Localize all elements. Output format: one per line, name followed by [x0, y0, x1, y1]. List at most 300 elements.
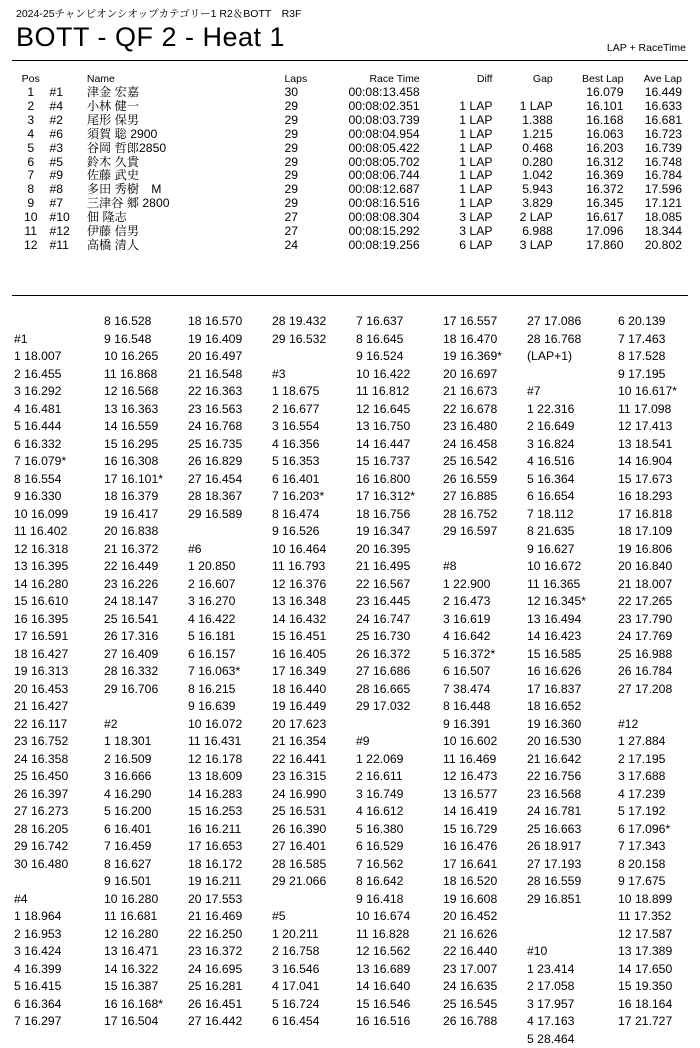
- lap-entry: 5 16.200: [104, 803, 188, 821]
- cell-gap: [492, 86, 552, 100]
- lap-entry: 15 16.729: [443, 821, 527, 839]
- lap-section-heading: #5: [272, 908, 356, 926]
- lap-entry: 2 16.611: [356, 768, 440, 786]
- lap-entry: 22 16.441: [272, 751, 356, 769]
- cell-ave-lap: 16.449: [623, 86, 688, 100]
- cell-driver-name: 小林 健一: [87, 100, 285, 114]
- cell-race-time: 00:08:05.702: [316, 156, 420, 170]
- lap-entry: 5 17.192: [618, 803, 700, 821]
- lap-entry: 8 16.474: [272, 506, 356, 524]
- lap-entry: 20 16.697: [443, 366, 527, 384]
- lap-entry: 13 16.471: [104, 943, 188, 961]
- cell-race-time: 00:08:16.516: [316, 197, 420, 211]
- lap-entry: 23 16.226: [104, 576, 188, 594]
- lap-entry: 9 16.330: [14, 488, 98, 506]
- cell-diff: 1 LAP: [420, 197, 493, 211]
- cell-diff: 3 LAP: [420, 211, 493, 225]
- cell-gap: 1.215: [492, 128, 552, 142]
- cell-ave-lap: 16.681: [623, 114, 688, 128]
- lap-entry: 29 16.597: [443, 523, 527, 541]
- lap-entry: 21 16.354: [272, 733, 356, 751]
- lap-entry: 5 28.464: [527, 1031, 611, 1048]
- lap-section-heading: #9: [356, 733, 440, 751]
- lap-entry: 25 16.663: [527, 821, 611, 839]
- cell-gap: 2 LAP: [492, 211, 552, 225]
- cell-best-lap: 17.096: [553, 225, 624, 239]
- lap-entry: 5 16.353: [272, 453, 356, 471]
- cell-laps: 29: [284, 100, 315, 114]
- lap-entry: 19 16.449: [272, 698, 356, 716]
- lap-entry: 9 16.418: [356, 891, 440, 909]
- lap-entry: 22 16.440: [443, 943, 527, 961]
- lap-entry: 9 16.548: [104, 331, 188, 349]
- lap-entry: 21 16.495: [356, 558, 440, 576]
- lap-entry: 23 16.752: [14, 733, 98, 751]
- lap-entry: 4 16.516: [527, 453, 611, 471]
- cell-best-lap: 16.203: [553, 142, 624, 156]
- lap-entry: 12 16.178: [188, 751, 272, 769]
- lap-entry: 14 16.447: [356, 436, 440, 454]
- lap-entry: 25 16.281: [188, 978, 272, 996]
- cell-ave-lap: 16.723: [623, 128, 688, 142]
- table-row: [12, 225, 688, 239]
- lap-entry: 20 16.530: [527, 733, 611, 751]
- cell-diff: 1 LAP: [420, 100, 493, 114]
- header-rule: [12, 60, 688, 61]
- lap-entry: 20 16.840: [618, 558, 700, 576]
- lap-entry: 14 16.423: [527, 628, 611, 646]
- lap-entry: 20 16.838: [104, 523, 188, 541]
- cell-car-number: #10: [49, 211, 86, 225]
- lap-entry: 27 16.401: [272, 838, 356, 856]
- lap-entry: 7 16.297: [14, 1013, 98, 1031]
- lap-entry: 15 16.610: [14, 593, 98, 611]
- cell-driver-name: 三津谷 郷 2800: [87, 197, 285, 211]
- cell-pos: 9: [12, 197, 49, 211]
- lap-entry: 27 16.409: [104, 646, 188, 664]
- lap-entry: 4 16.612: [356, 803, 440, 821]
- lap-entry: 29 16.589: [188, 506, 272, 524]
- lap-entry: 22 16.117: [14, 716, 98, 734]
- lap-entry: 9 16.501: [104, 873, 188, 891]
- lap-entry: 27 16.273: [14, 803, 98, 821]
- lap-entry: 25 16.531: [272, 803, 356, 821]
- lap-entry: 18 16.756: [356, 506, 440, 524]
- lap-entry: 22 16.449: [104, 558, 188, 576]
- lap-entry: 20 16.497: [188, 348, 272, 366]
- page-title: BOTT - QF 2 - Heat 1: [16, 22, 285, 53]
- lap-entry: 27 16.885: [443, 488, 527, 506]
- lap-entry: 29 17.032: [356, 698, 440, 716]
- col-gap: Gap: [492, 71, 552, 86]
- lap-entry: 11 16.431: [188, 733, 272, 751]
- cell-ave-lap: 16.784: [623, 169, 688, 183]
- lap-entry: [14, 873, 98, 891]
- lap-entry: 26 16.390: [272, 821, 356, 839]
- cell-laps: 29: [284, 128, 315, 142]
- lap-entry: 13 16.689: [356, 961, 440, 979]
- lap-entry: 10 16.280: [104, 891, 188, 909]
- lap-entry: [527, 908, 611, 926]
- lap-entry: 14 16.559: [104, 418, 188, 436]
- lap-entry: 6 16.157: [188, 646, 272, 664]
- lap-entry: 2 17.195: [618, 751, 700, 769]
- cell-ave-lap: 16.633: [623, 100, 688, 114]
- cell-driver-name: 多田 秀樹 M: [87, 183, 285, 197]
- lap-entry: 29 16.742: [14, 838, 98, 856]
- lap-entry: 4 17.041: [272, 978, 356, 996]
- lap-entry: 8 21.635: [527, 523, 611, 541]
- lap-entry: 12 17.587: [618, 926, 700, 944]
- lap-entry: 7 16.459: [104, 838, 188, 856]
- col-laps: Laps: [284, 71, 315, 86]
- cell-laps: 29: [284, 114, 315, 128]
- cell-best-lap: 16.372: [553, 183, 624, 197]
- cell-diff: 3 LAP: [420, 225, 493, 239]
- cell-best-lap: 16.079: [553, 86, 624, 100]
- lap-entry: 3 16.749: [356, 786, 440, 804]
- lap-entry: 12 16.280: [104, 926, 188, 944]
- cell-driver-name: 伊藤 信男: [87, 225, 285, 239]
- lap-entry: 16 16.626: [527, 663, 611, 681]
- lap-entry: 19 16.360: [527, 716, 611, 734]
- lap-entry: [527, 366, 611, 384]
- lap-entry: 25 16.541: [104, 611, 188, 629]
- lap-entry: 24 16.990: [272, 786, 356, 804]
- cell-pos: 3: [12, 114, 49, 128]
- lap-entry: 5 16.372*: [443, 646, 527, 664]
- lap-entry: 28 16.332: [104, 663, 188, 681]
- lap-entry: 23 17.790: [618, 611, 700, 629]
- lap-entry: 12 16.562: [356, 943, 440, 961]
- lap-entry: 21 16.673: [443, 383, 527, 401]
- lap-entry: 16 16.308: [104, 453, 188, 471]
- cell-ave-lap: 18.344: [623, 225, 688, 239]
- cell-best-lap: 17.860: [553, 239, 624, 253]
- lap-entry: 10 16.464: [272, 541, 356, 559]
- cell-laps: 29: [284, 197, 315, 211]
- results-header-row: [12, 71, 688, 86]
- lap-section-heading: #7: [527, 383, 611, 401]
- lap-entry: 6 20.139: [618, 313, 700, 331]
- lap-entry: 10 16.265: [104, 348, 188, 366]
- cell-race-time: 00:08:12.687: [316, 183, 420, 197]
- lap-column: [104, 313, 188, 1031]
- cell-laps: 29: [284, 169, 315, 183]
- lap-entry: 8 16.554: [14, 471, 98, 489]
- cell-diff: 1 LAP: [420, 114, 493, 128]
- lap-entry: 19 16.409: [188, 331, 272, 349]
- cell-car-number: #1: [49, 86, 86, 100]
- lap-entry: 26 17.316: [104, 628, 188, 646]
- col-race-time: Race Time: [316, 71, 420, 86]
- lap-entry: 20 16.395: [356, 541, 440, 559]
- lap-entry: 17 16.101*: [104, 471, 188, 489]
- lap-entry: 14 16.322: [104, 961, 188, 979]
- cell-gap: 3.829: [492, 197, 552, 211]
- lap-entry: 24 18.147: [104, 593, 188, 611]
- lap-entry: 17 16.818: [618, 506, 700, 524]
- table-row: [12, 100, 688, 114]
- lap-entry: 17 16.504: [104, 1013, 188, 1031]
- col-pos: Pos: [12, 71, 49, 86]
- lap-entry: 28 18.367: [188, 488, 272, 506]
- lap-entry: 6 16.507: [443, 663, 527, 681]
- lap-entry: 11 17.098: [618, 401, 700, 419]
- lap-entry: 13 18.609: [188, 768, 272, 786]
- lap-entry: [527, 926, 611, 944]
- lap-entry: 28 16.768: [527, 331, 611, 349]
- lap-entry: 7 17.463: [618, 331, 700, 349]
- cell-ave-lap: 18.085: [623, 211, 688, 225]
- lap-entry: 25 16.542: [443, 453, 527, 471]
- lap-entry: 24 16.781: [527, 803, 611, 821]
- lap-entry: 28 16.752: [443, 506, 527, 524]
- lap-entry: 2 16.509: [104, 751, 188, 769]
- lap-entry: 12 16.318: [14, 541, 98, 559]
- cell-laps: 24: [284, 239, 315, 253]
- lap-entry: 26 16.397: [14, 786, 98, 804]
- lap-entry: 6 17.096*: [618, 821, 700, 839]
- lap-entry: 13 18.541: [618, 436, 700, 454]
- table-row: [12, 239, 688, 253]
- cell-driver-name: 尾形 保男: [87, 114, 285, 128]
- lap-entry: 19 16.347: [356, 523, 440, 541]
- lap-entry: 26 16.372: [356, 646, 440, 664]
- cell-pos: 2: [12, 100, 49, 114]
- cell-gap: 6.988: [492, 225, 552, 239]
- lap-entry: 23 17.007: [443, 961, 527, 979]
- cell-laps: 27: [284, 225, 315, 239]
- lap-entry: 1 22.069: [356, 751, 440, 769]
- lap-entry: 13 16.395: [14, 558, 98, 576]
- lap-entry: [618, 698, 700, 716]
- lap-entry: 27 16.442: [188, 1013, 272, 1031]
- lap-entry: 14 16.640: [356, 978, 440, 996]
- lap-entry: 2 16.473: [443, 593, 527, 611]
- lap-entry: [14, 313, 98, 331]
- lap-entry: 29 16.851: [527, 891, 611, 909]
- lap-entry: 22 16.756: [527, 768, 611, 786]
- cell-best-lap: 16.617: [553, 211, 624, 225]
- lap-entry: 19 16.369*: [443, 348, 527, 366]
- lap-entry: 17 16.312*: [356, 488, 440, 506]
- cell-gap: 1.042: [492, 169, 552, 183]
- cell-car-number: #9: [49, 169, 86, 183]
- lap-entry: 1 22.900: [443, 576, 527, 594]
- cell-driver-name: 佃 隆志: [87, 211, 285, 225]
- lap-entry: 6 16.364: [14, 996, 98, 1014]
- cell-gap: 1 LAP: [492, 100, 552, 114]
- lap-entry: 18 17.109: [618, 523, 700, 541]
- cell-gap: 0.280: [492, 156, 552, 170]
- col-name: Name: [87, 71, 285, 86]
- lap-entry: 3 17.688: [618, 768, 700, 786]
- lap-section-heading: #2: [104, 716, 188, 734]
- lap-entry: 3 17.957: [527, 996, 611, 1014]
- lap-entry: 15 16.295: [104, 436, 188, 454]
- lap-entry: 18 16.470: [443, 331, 527, 349]
- lap-entry: 17 16.349: [272, 663, 356, 681]
- lap-entry: 17 16.641: [443, 856, 527, 874]
- lap-entry: 30 16.480: [14, 856, 98, 874]
- cell-race-time: 00:08:02.351: [316, 100, 420, 114]
- cell-car-number: #3: [49, 142, 86, 156]
- lap-entry: 11 16.793: [272, 558, 356, 576]
- cell-diff: 1 LAP: [420, 156, 493, 170]
- lap-entry: 1 18.301: [104, 733, 188, 751]
- lap-entry: 26 16.788: [443, 1013, 527, 1031]
- results-table: [12, 71, 688, 253]
- lap-entry: 5 16.724: [272, 996, 356, 1014]
- lap-entry: 26 16.451: [188, 996, 272, 1014]
- lap-entry: 7 38.474: [443, 681, 527, 699]
- lap-entry: (LAP+1): [527, 348, 611, 366]
- cell-ave-lap: 20.802: [623, 239, 688, 253]
- lap-entry: 17 16.653: [188, 838, 272, 856]
- lap-entry: 8 20.158: [618, 856, 700, 874]
- lap-entry: 2 16.758: [272, 943, 356, 961]
- lap-entry: 1 23.414: [527, 961, 611, 979]
- lap-entry: 15 16.451: [272, 628, 356, 646]
- cell-ave-lap: 16.748: [623, 156, 688, 170]
- lap-entry: 11 16.828: [356, 926, 440, 944]
- cell-driver-name: 津金 宏嘉: [87, 86, 285, 100]
- lap-entry: 3 16.424: [14, 943, 98, 961]
- lap-entry: 16 18.164: [618, 996, 700, 1014]
- lap-entry: 10 16.617*: [618, 383, 700, 401]
- cell-car-number: #7: [49, 197, 86, 211]
- lap-entry: 16 16.516: [356, 1013, 440, 1031]
- cell-diff: 1 LAP: [420, 128, 493, 142]
- cell-best-lap: 16.101: [553, 100, 624, 114]
- lap-entry: 28 16.665: [356, 681, 440, 699]
- cell-race-time: 00:08:05.422: [316, 142, 420, 156]
- lap-entry: 14 16.283: [188, 786, 272, 804]
- cell-race-time: 00:08:15.292: [316, 225, 420, 239]
- lap-entry: 10 16.674: [356, 908, 440, 926]
- lap-entry: 9 16.639: [188, 698, 272, 716]
- lap-entry: 1 22.316: [527, 401, 611, 419]
- cell-driver-name: 谷岡 哲郎2850: [87, 142, 285, 156]
- lap-section-heading: #6: [188, 541, 272, 559]
- lap-entry: 26 16.829: [188, 453, 272, 471]
- lap-entry: 9 16.391: [443, 716, 527, 734]
- lap-entry: 9 16.526: [272, 523, 356, 541]
- lap-entry: 22 16.567: [356, 576, 440, 594]
- lap-entry: 9 17.195: [618, 366, 700, 384]
- lap-section-heading: #1: [14, 331, 98, 349]
- cell-pos: 12: [12, 239, 49, 253]
- lap-entry: 18 16.520: [443, 873, 527, 891]
- lap-entry: 6 16.654: [527, 488, 611, 506]
- cell-pos: 8: [12, 183, 49, 197]
- cell-car-number: #12: [49, 225, 86, 239]
- lap-entry: 18 16.172: [188, 856, 272, 874]
- lap-entry: 1 18.964: [14, 908, 98, 926]
- lap-entry: 11 16.812: [356, 383, 440, 401]
- lap-entry: 8 16.528: [104, 313, 188, 331]
- lap-entry: 3 16.554: [272, 418, 356, 436]
- lap-entry: 11 16.469: [443, 751, 527, 769]
- lap-entry: 7 16.203*: [272, 488, 356, 506]
- lap-entry: 3 16.546: [272, 961, 356, 979]
- lap-entry: 16 16.476: [443, 838, 527, 856]
- lap-entry: 21 16.469: [188, 908, 272, 926]
- cell-diff: 1 LAP: [420, 169, 493, 183]
- lap-column: [272, 313, 356, 1031]
- lap-entry: 19 16.806: [618, 541, 700, 559]
- lap-entry: [272, 891, 356, 909]
- lap-entry: 2 16.607: [188, 576, 272, 594]
- cell-race-time: 00:08:19.256: [316, 239, 420, 253]
- lap-entry: 7 17.343: [618, 838, 700, 856]
- col-ave-lap: Ave Lap: [623, 71, 688, 86]
- lap-entry: 12 16.345*: [527, 593, 611, 611]
- lap-entry: 4 17.239: [618, 786, 700, 804]
- lap-entry: 28 19.432: [272, 313, 356, 331]
- lap-entry: 23 16.315: [272, 768, 356, 786]
- lap-entry: 21 18.007: [618, 576, 700, 594]
- lap-entry: 26 16.784: [618, 663, 700, 681]
- cell-diff: 6 LAP: [420, 239, 493, 253]
- cell-race-time: 00:08:03.739: [316, 114, 420, 128]
- lap-entry: 20 16.453: [14, 681, 98, 699]
- cell-driver-name: 佐藤 武史: [87, 169, 285, 183]
- cell-car-number: #4: [49, 100, 86, 114]
- lap-entry: 23 16.372: [188, 943, 272, 961]
- lap-entry: 17 21.727: [618, 1013, 700, 1031]
- cell-pos: 5: [12, 142, 49, 156]
- lap-entry: 28 16.585: [272, 856, 356, 874]
- lap-entry: 12 16.568: [104, 383, 188, 401]
- lap-entry: 7 16.063*: [188, 663, 272, 681]
- lap-entry: 2 17.058: [527, 978, 611, 996]
- lap-entry: 10 16.099: [14, 506, 98, 524]
- lap-entry: 22 16.363: [188, 383, 272, 401]
- cell-ave-lap: 17.121: [623, 197, 688, 211]
- cell-laps: 30: [284, 86, 315, 100]
- lap-entry: 20 17.623: [272, 716, 356, 734]
- lap-entry: 7 16.079*: [14, 453, 98, 471]
- lap-entry: 15 16.253: [188, 803, 272, 821]
- lap-entry: 16 16.800: [356, 471, 440, 489]
- lap-entry: 3 16.270: [188, 593, 272, 611]
- lap-info-label: LAP + RaceTime: [607, 42, 686, 54]
- lap-entry: 15 17.673: [618, 471, 700, 489]
- results-body: [12, 86, 688, 253]
- lap-entry: 17 16.591: [14, 628, 98, 646]
- lap-entry: 27 17.193: [527, 856, 611, 874]
- lap-entry: 29 16.706: [104, 681, 188, 699]
- lap-entry: 1 18.007: [14, 348, 98, 366]
- lap-entry: 21 16.427: [14, 698, 98, 716]
- lap-entry: 12 17.413: [618, 418, 700, 436]
- lap-entry: 18 16.379: [104, 488, 188, 506]
- lap-section-heading: #12: [618, 716, 700, 734]
- lap-entry: 13 16.348: [272, 593, 356, 611]
- cell-diff: 1 LAP: [420, 183, 493, 197]
- lap-entry: 2 16.649: [527, 418, 611, 436]
- lap-entry: 14 16.419: [443, 803, 527, 821]
- lap-entry: 4 17.163: [527, 1013, 611, 1031]
- lap-entry: 27 16.454: [188, 471, 272, 489]
- cell-best-lap: 16.312: [553, 156, 624, 170]
- lap-entry: [272, 348, 356, 366]
- lap-entry: 6 16.454: [272, 1013, 356, 1031]
- lap-entry: 9 16.627: [527, 541, 611, 559]
- cell-car-number: #5: [49, 156, 86, 170]
